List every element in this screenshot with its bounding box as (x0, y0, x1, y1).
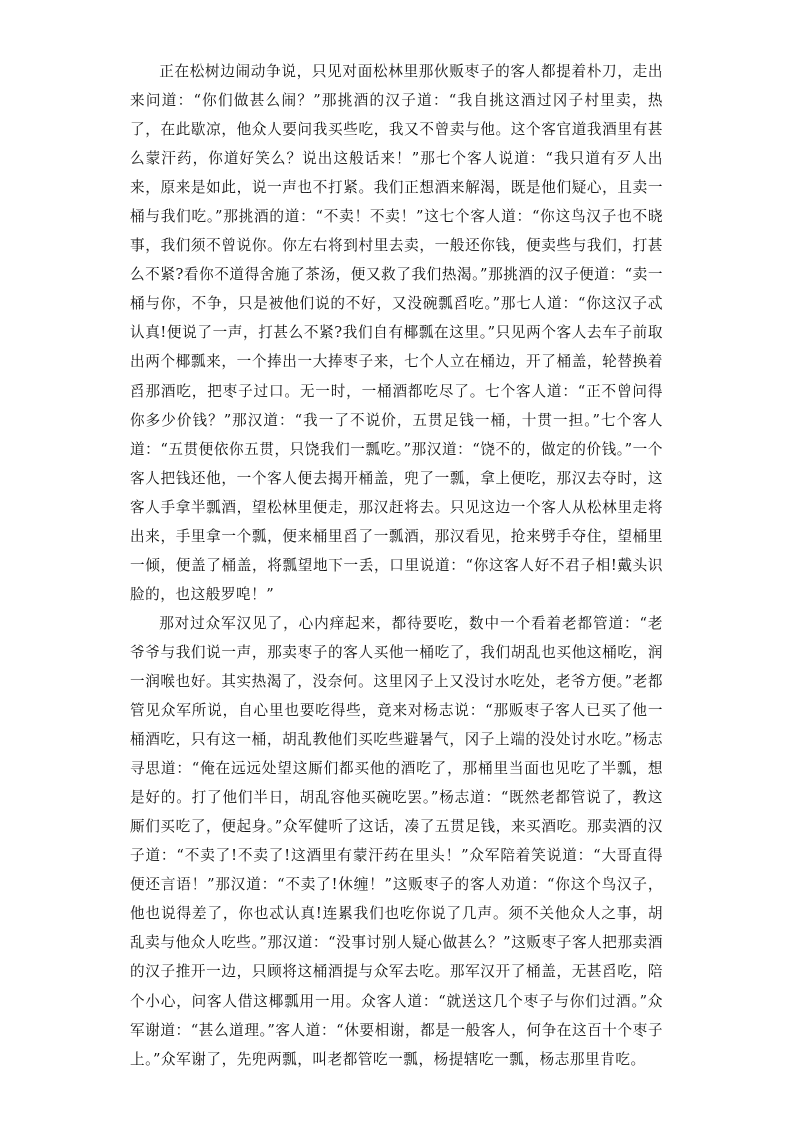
paragraph-1: 正在松树边闹动争说，只见对面松林里那伙贩枣子的客人都提着朴刀，走出来问道：“你们做甚么闹？”那挑酒的汉子道：“我自挑这酒过冈子村里卖，热了，在此歇凉，他众人要问我买些吃，我又不曾卖与他。这个客官道我酒里有甚么蒙汗药，你道好笑么？说出这般话来！”那七个客人说道：“我只道有歹人出来，原来是如此，说一声也不打紧。我们正想酒来解渴，既是他们疑心，且卖一桶与我们吃。”那挑酒的道：“不卖！不卖！”这七个客人道：“你这鸟汉子也不晓事，我们须不曾说你。你左右将到村里去卖，一般还你钱，便卖些与我们，打甚么不紧?看你不道得舍施了茶汤，便又救了我们热渴。”那挑酒的汉子便道：“卖一桶与你，不争，只是被他们说的不好，又没碗瓢舀吃。”那七人道：“你这汉子忒认真!便说了一声，打甚么不紧?我们自有椰瓢在这里。”只见两个客人去车子前取出两个椰瓢来，一个捧出一大捧枣子来，七个人立在桶边，开了桶盖，轮替换着舀那酒吃，把枣子过口。无一时，一桶酒都吃尽了。七个客人道：“正不曾问得你多少价钱？”那汉道：“我一了不说价，五贯足钱一桶，十贯一担。”七个客人道：“五贯便依你五贯，只饶我们一瓢吃。”那汉道：“饶不的，做定的价钱。”一个客人把钱还他，一个客人便去揭开桶盖，兜了一瓢，拿上便吃，那汉去夺时，这客人手拿半瓢酒，望松林里便走，那汉赶将去。只见这边一个客人从松林里走将出来，手里拿一个瓢，便来桶里舀了一瓢酒，那汉看见，抢来劈手夺住，望桶里一倾，便盖了桶盖，将瓢望地下一丢，口里说道：“你这客人好不君子相!戴头识脸的，也这般罗唣！” (130, 63, 663, 603)
document-body (130, 57, 663, 1074)
paragraph-2: 那对过众军汉见了，心内痒起来，都待要吃，数中一个看着老都管道：“老爷爷与我们说一声，那卖枣子的客人买他一桶吃了，我们胡乱也买他这桶吃，润一润喉也好。其实热渴了，没奈何。这里冈子上又没讨水吃处，老爷方便。”老都管见众军所说，自心里也要吃得些，竟来对杨志说：“那贩枣子客人已买了他一桶酒吃，只有这一桶，胡乱教他们买吃些避暑气，冈子上端的没处讨水吃。”杨志寻思道：“俺在远远处望这厮们都买他的酒吃了，那桶里当面也见吃了半瓢，想是好的。打了他们半日，胡乱容他买碗吃罢。”杨志道：“既然老都管说了，教这厮们买吃了，便起身。”众军健听了这话，凑了五贯足钱，来买酒吃。那卖酒的汉子道：“不卖了!不卖了!这酒里有蒙汗药在里头！”众军陪着笑说道：“大哥直得便还言语！”那汉道：“不卖了!休缠！”这贩枣子的客人劝道：“你这个鸟汉子，他也说得差了，你也忒认真!连累我们也吃你说了几声。须不关他众人之事，胡乱卖与他众人吃些。”那汉道：“没事讨别人疑心做甚么？”这贩枣子客人把那卖酒的汉子推开一边，只顾将这桶酒提与众军去吃。那军汉开了桶盖，无甚舀吃，陪个小心，问客人借这椰瓢用一用。众客人道：“就送这几个枣子与你们过酒。”众军谢道：“甚么道理。”客人道：“休要相谢，都是一般客人，何争在这百十个枣子上。”众军谢了，先兜两瓢，叫老都管吃一瓢，杨提辖吃一瓢，杨志那里肯吃。 (130, 614, 663, 1068)
